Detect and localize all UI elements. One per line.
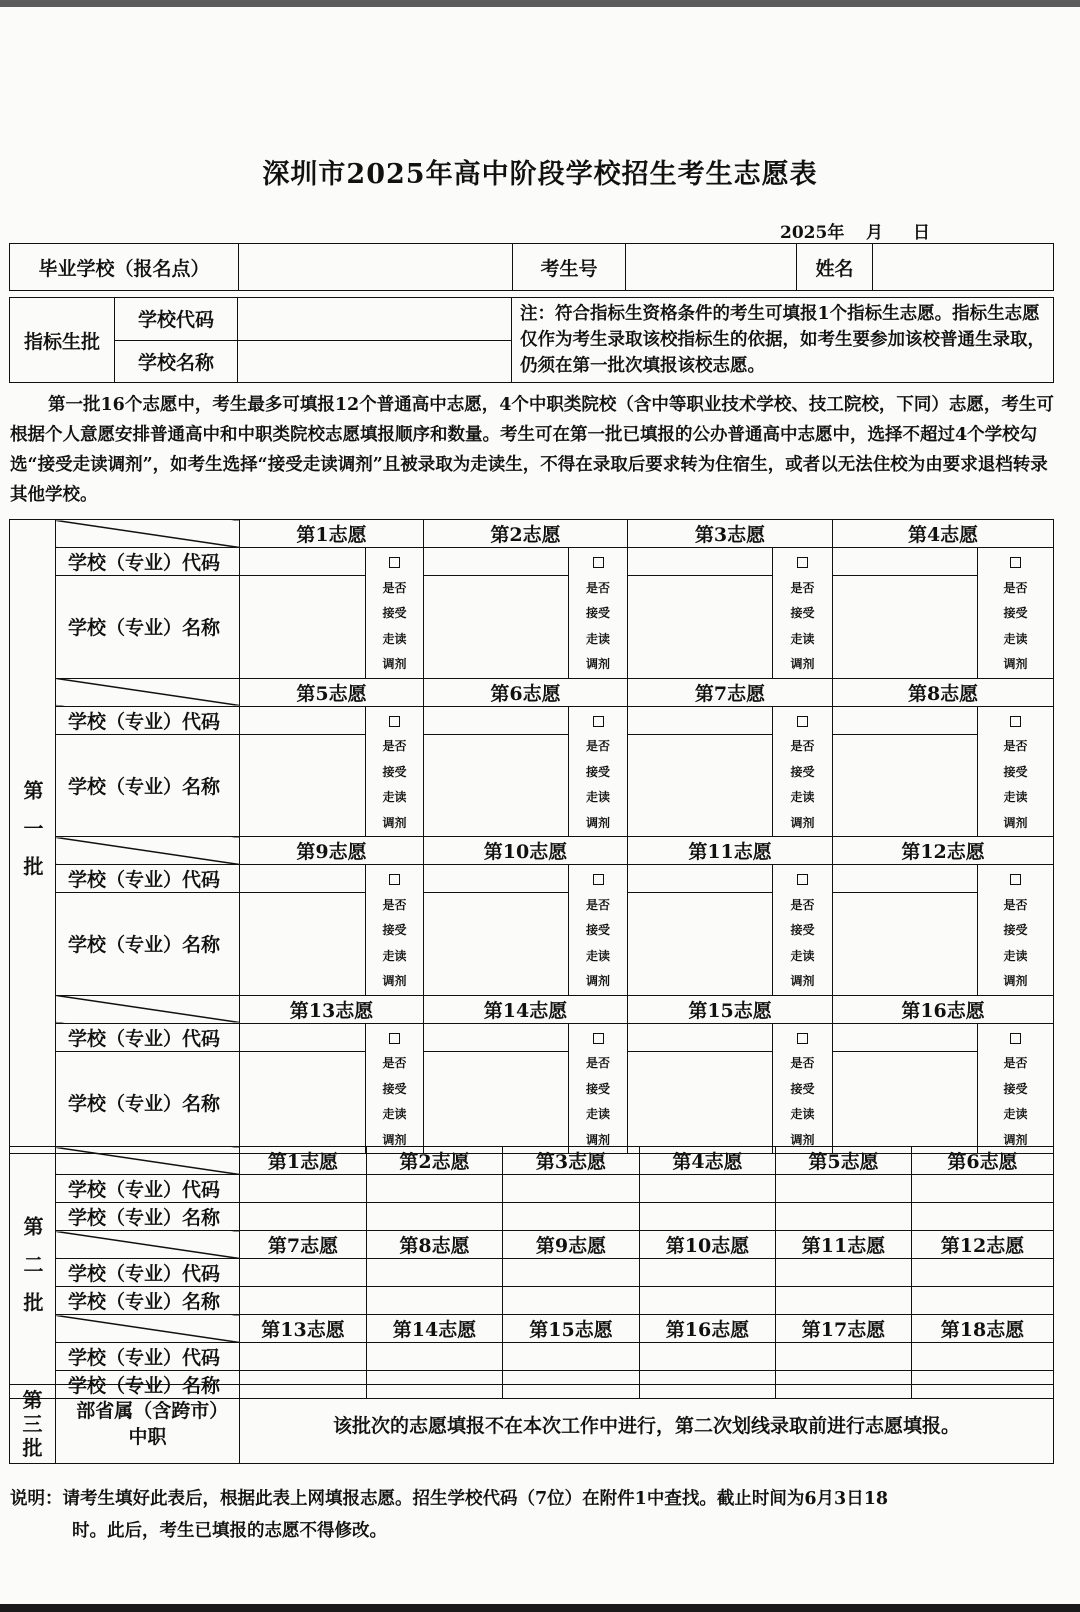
batch1-code-field[interactable] bbox=[833, 548, 978, 576]
accept-commute-text: 调剂 bbox=[586, 1132, 611, 1147]
diagonal-header-cell bbox=[56, 1147, 240, 1175]
accept-commute-text: 接受 bbox=[1003, 764, 1028, 779]
batch1-code-field[interactable] bbox=[240, 548, 366, 576]
batch2-name-row bbox=[10, 1203, 1054, 1231]
batch2-name-field[interactable] bbox=[912, 1203, 1054, 1231]
batch2-name-row bbox=[10, 1287, 1054, 1315]
batch1-name-field[interactable] bbox=[833, 1051, 978, 1153]
batch1-code-field[interactable] bbox=[628, 1023, 773, 1051]
graduate-school-label: 毕业学校（报名点） bbox=[10, 244, 239, 291]
batch1-name-row bbox=[10, 893, 1054, 995]
accept-commute-text: 是否 bbox=[382, 580, 407, 595]
batch1-choice-title: 第5志愿 bbox=[240, 678, 424, 706]
batch1-name-field[interactable] bbox=[240, 734, 366, 836]
accept-commute-text: 走读 bbox=[1003, 631, 1028, 646]
accept-commute-text: 走读 bbox=[382, 790, 407, 804]
accept-commute-cell bbox=[569, 865, 628, 996]
exam-number-field[interactable] bbox=[626, 244, 797, 291]
batch1-code-row bbox=[10, 865, 1054, 893]
accept-commute-text: 走读 bbox=[790, 790, 815, 804]
accept-commute-text: 是否 bbox=[1003, 1056, 1028, 1070]
batch1-code-label: 学校（专业）代码 bbox=[56, 865, 240, 893]
accept-commute-text: 调剂 bbox=[586, 974, 611, 988]
batch1-code-field[interactable] bbox=[628, 706, 773, 734]
batch2-name-label: 学校（专业）名称 bbox=[56, 1371, 240, 1399]
batch1-name-field[interactable] bbox=[628, 734, 773, 836]
accept-commute-text: 是否 bbox=[1003, 897, 1028, 912]
accept-commute-text: 调剂 bbox=[1003, 815, 1028, 830]
accept-commute-text: 接受 bbox=[382, 923, 407, 937]
accept-commute-checkbox[interactable] bbox=[389, 557, 400, 568]
batch2-code-field[interactable] bbox=[640, 1259, 776, 1287]
batch2-code-field[interactable] bbox=[503, 1343, 640, 1371]
accept-commute-text: 是否 bbox=[1003, 739, 1028, 753]
batch2-table bbox=[9, 1146, 1054, 1399]
accept-commute-text: 是否 bbox=[586, 739, 611, 753]
accept-commute-text: 调剂 bbox=[1003, 657, 1028, 671]
date-year: 2025年 bbox=[780, 223, 845, 243]
batch2-code-field[interactable] bbox=[367, 1175, 503, 1203]
batch2-code-field[interactable] bbox=[240, 1259, 367, 1287]
accept-commute-text: 接受 bbox=[382, 606, 407, 620]
batch1-code-field[interactable] bbox=[424, 865, 569, 893]
accept-commute-text: 是否 bbox=[586, 1056, 611, 1070]
batch2-code-label: 学校（专业）代码 bbox=[56, 1343, 240, 1371]
accept-commute-cell bbox=[366, 548, 424, 679]
batch1-table bbox=[9, 519, 1054, 1154]
indicator-code-field[interactable] bbox=[238, 298, 512, 341]
batch1-choice-title: 第11志愿 bbox=[628, 837, 833, 865]
batch2-choice-header-row bbox=[10, 1315, 1054, 1343]
accept-commute-checkbox[interactable] bbox=[389, 1033, 400, 1044]
accept-commute-text: 是否 bbox=[790, 1056, 815, 1070]
accept-commute-checkbox[interactable] bbox=[797, 1033, 808, 1044]
indicator-name-field[interactable] bbox=[238, 340, 512, 383]
batch1-choice-title: 第12志愿 bbox=[833, 837, 1054, 865]
batch1-choice-title: 第3志愿 bbox=[628, 520, 833, 548]
batch2-choice-title: 第9志愿 bbox=[503, 1231, 640, 1259]
diagonal-header-cell bbox=[56, 520, 240, 548]
accept-commute-text: 是否 bbox=[790, 580, 815, 595]
batch2-name-field[interactable] bbox=[912, 1287, 1054, 1315]
batch1-name-label: 学校（专业）名称 bbox=[56, 893, 240, 995]
batch1-name-row bbox=[10, 576, 1054, 678]
batch1-name-field[interactable] bbox=[424, 734, 569, 836]
accept-commute-text: 是否 bbox=[790, 897, 815, 912]
batch1-name-label: 学校（专业）名称 bbox=[56, 734, 240, 836]
batch2-choice-header-row bbox=[10, 1231, 1054, 1259]
accept-commute-checkbox[interactable] bbox=[1010, 1033, 1021, 1044]
batch2-choice-title: 第8志愿 bbox=[367, 1231, 503, 1259]
batch2-code-field[interactable] bbox=[640, 1175, 776, 1203]
date-day: 日 bbox=[913, 223, 930, 243]
accept-commute-text: 接受 bbox=[1003, 1081, 1028, 1096]
batch1-choice-title: 第13志愿 bbox=[240, 995, 424, 1023]
batch1-choice-title: 第2志愿 bbox=[424, 520, 628, 548]
indicator-name-label: 学校名称 bbox=[115, 340, 238, 383]
accept-commute-text: 是否 bbox=[382, 1056, 407, 1070]
batch1-choice-title: 第4志愿 bbox=[833, 520, 1054, 548]
accept-commute-text: 接受 bbox=[790, 764, 815, 779]
instructions-paragraph: 第一批16个志愿中，考生最多可填报12个普通高中志愿，4个中职类院校（含中等职业技术学校、技工院校，下同）志愿，考生可根据个人意愿安排普通高中和中职类院校志愿填报顺序和数量。考生可在第一批已填报的公办普通高中志愿中，选择不超过4个学校勾选“接受走读调剂”，如考生选择“接受走读调剂”且被录取为走读生，不得在录取后要求转为住宿生，或者以无法住校为由要求退档转录其他学校。 bbox=[10, 395, 1054, 505]
accept-commute-text: 走读 bbox=[586, 948, 611, 963]
batch2-code-label: 学校（专业）代码 bbox=[56, 1259, 240, 1287]
accept-commute-checkbox[interactable] bbox=[389, 874, 400, 885]
accept-commute-checkbox[interactable] bbox=[1010, 557, 1021, 568]
batch2-name-field[interactable] bbox=[640, 1287, 776, 1315]
batch2-choice-title: 第17志愿 bbox=[776, 1315, 912, 1343]
batch1-name-field[interactable] bbox=[424, 893, 569, 995]
batch3-category-text: 部省属（含跨市）中职 bbox=[76, 1400, 219, 1448]
footer-line2: 时。此后，考生已填报的志愿不得修改。 bbox=[72, 1521, 387, 1541]
batch2-choice-title: 第6志愿 bbox=[912, 1147, 1054, 1175]
accept-commute-text: 接受 bbox=[382, 1081, 407, 1096]
batch2-code-field[interactable] bbox=[367, 1343, 503, 1371]
batch3-label bbox=[10, 1385, 56, 1464]
batch2-choice-title: 第15志愿 bbox=[503, 1315, 640, 1343]
accept-commute-text: 调剂 bbox=[382, 815, 407, 830]
date-month: 月 bbox=[866, 223, 883, 243]
batch2-code-field[interactable] bbox=[776, 1259, 912, 1287]
accept-commute-text: 走读 bbox=[586, 631, 611, 646]
accept-commute-text: 接受 bbox=[586, 606, 611, 620]
batch1-choice-title: 第14志愿 bbox=[424, 995, 628, 1023]
accept-commute-text: 接受 bbox=[1003, 923, 1028, 937]
batch1-choice-header-row bbox=[10, 995, 1054, 1023]
batch1-choice-title: 第9志愿 bbox=[240, 837, 424, 865]
batch1-code-row bbox=[10, 706, 1054, 734]
accept-commute-text: 调剂 bbox=[790, 657, 815, 671]
accept-commute-text: 走读 bbox=[586, 790, 611, 804]
bottom-edge bbox=[0, 1604, 1080, 1612]
accept-commute-text: 接受 bbox=[790, 1081, 815, 1096]
indicator-note: 注：符合指标生资格条件的考生可填报1个指标生志愿。指标生志愿仅作为考生录取该校指标生的依据，如考生要参加该校普通生录取，仍须在第一批次填报该校志愿。 bbox=[512, 298, 1054, 383]
batch1-code-row bbox=[10, 548, 1054, 576]
indicator-code-label: 学校代码 bbox=[115, 298, 238, 341]
accept-commute-text: 走读 bbox=[790, 1107, 815, 1121]
batch1-code-label: 学校（专业）代码 bbox=[56, 706, 240, 734]
batch1-name-field[interactable] bbox=[424, 576, 569, 678]
accept-commute-cell bbox=[773, 1023, 833, 1154]
accept-commute-text: 走读 bbox=[382, 948, 407, 963]
accept-commute-checkbox[interactable] bbox=[797, 716, 808, 727]
batch2-code-row bbox=[10, 1343, 1054, 1371]
batch2-choice-title: 第1志愿 bbox=[240, 1147, 367, 1175]
batch1-choice-title: 第15志愿 bbox=[628, 995, 833, 1023]
batch1-code-label: 学校（专业）代码 bbox=[56, 1023, 240, 1051]
accept-commute-text: 调剂 bbox=[382, 974, 407, 988]
batch2-choice-title: 第14志愿 bbox=[367, 1315, 503, 1343]
batch2-choice-title: 第5志愿 bbox=[776, 1147, 912, 1175]
batch2-code-field[interactable] bbox=[503, 1175, 640, 1203]
batch1-choice-title: 第7志愿 bbox=[628, 678, 833, 706]
batch1-name-field[interactable] bbox=[424, 1051, 569, 1153]
accept-commute-text: 是否 bbox=[586, 897, 611, 912]
accept-commute-text: 是否 bbox=[382, 897, 407, 912]
batch2-choice-title: 第7志愿 bbox=[240, 1231, 367, 1259]
diagonal-header-cell bbox=[56, 995, 240, 1023]
accept-commute-checkbox[interactable] bbox=[593, 874, 604, 885]
batch2-code-field[interactable] bbox=[503, 1259, 640, 1287]
batch1-choice-title: 第6志愿 bbox=[424, 678, 628, 706]
batch1-code-label: 学校（专业）代码 bbox=[56, 548, 240, 576]
accept-commute-cell bbox=[366, 706, 424, 837]
accept-commute-cell bbox=[366, 865, 424, 996]
batch2-code-label: 学校（专业）代码 bbox=[56, 1175, 240, 1203]
batch1-name-label: 学校（专业）名称 bbox=[56, 576, 240, 678]
batch1-code-field[interactable] bbox=[833, 865, 978, 893]
accept-commute-text: 调剂 bbox=[586, 657, 611, 671]
batch1-code-field[interactable] bbox=[833, 1023, 978, 1051]
batch1-code-field[interactable] bbox=[240, 1023, 366, 1051]
student-name-label: 姓名 bbox=[797, 244, 873, 291]
batch2-choice-title: 第2志愿 bbox=[367, 1147, 503, 1175]
batch2-name-field[interactable] bbox=[367, 1203, 503, 1231]
batch2-code-field[interactable] bbox=[912, 1259, 1054, 1287]
accept-commute-text: 调剂 bbox=[586, 815, 611, 830]
batch1-choice-title: 第8志愿 bbox=[833, 678, 1054, 706]
accept-commute-cell bbox=[569, 706, 628, 837]
batch3-table bbox=[9, 1384, 1054, 1464]
accept-commute-checkbox[interactable] bbox=[593, 716, 604, 727]
batch1-choice-header-row bbox=[10, 837, 1054, 865]
accept-commute-text: 接受 bbox=[790, 606, 815, 620]
top-edge bbox=[0, 0, 1080, 7]
accept-commute-cell bbox=[569, 1023, 628, 1154]
batch2-code-field[interactable] bbox=[776, 1175, 912, 1203]
batch2-name-field[interactable] bbox=[503, 1203, 640, 1231]
accept-commute-text: 是否 bbox=[586, 580, 611, 595]
batch1-code-field[interactable] bbox=[240, 865, 366, 893]
batch1-code-field[interactable] bbox=[628, 548, 773, 576]
accept-commute-checkbox[interactable] bbox=[1010, 716, 1021, 727]
accept-commute-cell bbox=[978, 865, 1054, 996]
accept-commute-text: 走读 bbox=[586, 1107, 611, 1121]
batch1-code-field[interactable] bbox=[833, 706, 978, 734]
batch3-category bbox=[56, 1385, 240, 1464]
accept-commute-checkbox[interactable] bbox=[797, 874, 808, 885]
batch2-choice-title: 第18志愿 bbox=[912, 1315, 1054, 1343]
exam-number-label: 考生号 bbox=[513, 244, 626, 291]
accept-commute-text: 调剂 bbox=[790, 974, 815, 988]
batch1-code-field[interactable] bbox=[424, 548, 569, 576]
batch2-name-label: 学校（专业）名称 bbox=[56, 1287, 240, 1315]
batch2-name-field[interactable] bbox=[240, 1203, 367, 1231]
graduate-school-field[interactable] bbox=[239, 244, 513, 291]
accept-commute-text: 接受 bbox=[382, 764, 407, 779]
batch2-name-field[interactable] bbox=[776, 1287, 912, 1315]
indicator-batch-table bbox=[9, 297, 1054, 383]
batch1-name-field[interactable] bbox=[833, 893, 978, 995]
batch2-choice-title: 第10志愿 bbox=[640, 1231, 776, 1259]
accept-commute-text: 接受 bbox=[586, 923, 611, 937]
batch2-choice-title: 第16志愿 bbox=[640, 1315, 776, 1343]
accept-commute-cell bbox=[773, 706, 833, 837]
batch1-choice-title: 第16志愿 bbox=[833, 995, 1054, 1023]
accept-commute-text: 走读 bbox=[790, 948, 815, 963]
student-info-table bbox=[9, 243, 1054, 291]
accept-commute-text: 调剂 bbox=[382, 1132, 407, 1147]
batch1-name-field[interactable] bbox=[628, 576, 773, 678]
accept-commute-text: 接受 bbox=[586, 1081, 611, 1096]
batch2-label: 第二批 bbox=[10, 1147, 56, 1399]
batch2-code-field[interactable] bbox=[240, 1343, 367, 1371]
accept-commute-cell bbox=[773, 865, 833, 996]
batch2-name-field[interactable] bbox=[367, 1287, 503, 1315]
page-title: 深圳市2025年高中阶段学校招生考生志愿表 bbox=[262, 159, 818, 190]
accept-commute-checkbox[interactable] bbox=[593, 1033, 604, 1044]
batch2-choice-header-row bbox=[10, 1147, 1054, 1175]
accept-commute-text: 走读 bbox=[382, 1107, 407, 1121]
batch1-name-field[interactable] bbox=[628, 893, 773, 995]
footer-line1: 请考生填好此表后，根据此表上网填报志愿。招生学校代码（7位）在附件1中查找。截止时间为6月3日18 bbox=[62, 1489, 889, 1509]
batch2-code-field[interactable] bbox=[912, 1175, 1054, 1203]
batch1-choice-title: 第10志愿 bbox=[424, 837, 628, 865]
accept-commute-text: 是否 bbox=[790, 739, 815, 753]
student-name-field[interactable] bbox=[873, 244, 1054, 291]
accept-commute-checkbox[interactable] bbox=[389, 716, 400, 727]
batch1-name-field[interactable] bbox=[240, 893, 366, 995]
footer-note bbox=[10, 1483, 1060, 1547]
accept-commute-text: 调剂 bbox=[1003, 974, 1028, 988]
batch1-choice-header-row bbox=[10, 678, 1054, 706]
batch2-choice-title: 第11志愿 bbox=[776, 1231, 912, 1259]
batch2-choice-title: 第13志愿 bbox=[240, 1315, 367, 1343]
batch1-label: 第一批 bbox=[10, 520, 56, 1154]
batch2-code-row bbox=[10, 1259, 1054, 1287]
accept-commute-checkbox[interactable] bbox=[797, 557, 808, 568]
accept-commute-text: 调剂 bbox=[1003, 1132, 1028, 1147]
batch1-name-field[interactable] bbox=[833, 734, 978, 836]
batch2-choice-title: 第4志愿 bbox=[640, 1147, 776, 1175]
batch1-choice-header-row bbox=[10, 520, 1054, 548]
batch2-code-field[interactable] bbox=[776, 1343, 912, 1371]
accept-commute-cell bbox=[978, 706, 1054, 837]
accept-commute-text: 走读 bbox=[382, 631, 407, 646]
batch2-choice-title: 第3志愿 bbox=[503, 1147, 640, 1175]
batch1-name-field[interactable] bbox=[628, 1051, 773, 1153]
accept-commute-text: 是否 bbox=[1003, 580, 1028, 595]
accept-commute-text: 调剂 bbox=[790, 815, 815, 830]
accept-commute-cell bbox=[978, 1023, 1054, 1154]
accept-commute-text: 接受 bbox=[1003, 606, 1028, 620]
accept-commute-text: 是否 bbox=[382, 739, 407, 753]
accept-commute-checkbox[interactable] bbox=[1010, 874, 1021, 885]
accept-commute-text: 走读 bbox=[1003, 948, 1028, 963]
batch1-code-field[interactable] bbox=[628, 865, 773, 893]
batch1-code-field[interactable] bbox=[424, 706, 569, 734]
accept-commute-text: 调剂 bbox=[790, 1132, 815, 1147]
batch2-code-field[interactable] bbox=[640, 1343, 776, 1371]
footer-label: 说明： bbox=[10, 1489, 63, 1509]
accept-commute-text: 接受 bbox=[790, 923, 815, 937]
batch2-name-field[interactable] bbox=[240, 1287, 367, 1315]
accept-commute-cell bbox=[569, 548, 628, 679]
accept-commute-cell bbox=[978, 548, 1054, 679]
batch1-name-field[interactable] bbox=[240, 576, 366, 678]
batch2-code-field[interactable] bbox=[240, 1175, 367, 1203]
diagonal-header-cell bbox=[56, 837, 240, 865]
batch1-code-row bbox=[10, 1023, 1054, 1051]
accept-commute-text: 走读 bbox=[1003, 1107, 1028, 1121]
accept-commute-text: 走读 bbox=[1003, 790, 1028, 804]
batch2-name-field[interactable] bbox=[640, 1203, 776, 1231]
diagonal-header-cell bbox=[56, 678, 240, 706]
batch2-name-field[interactable] bbox=[503, 1287, 640, 1315]
batch3-label-text: 第三批 bbox=[22, 1388, 43, 1460]
batch2-code-row bbox=[10, 1175, 1054, 1203]
accept-commute-text: 走读 bbox=[790, 631, 815, 646]
batch2-choice-title: 第12志愿 bbox=[912, 1231, 1054, 1259]
accept-commute-text: 接受 bbox=[586, 764, 611, 779]
diagonal-header-cell bbox=[56, 1315, 240, 1343]
batch3-note: 该批次的志愿填报不在本次工作中进行，第二次划线录取前进行志愿填报。 bbox=[240, 1385, 1054, 1464]
accept-commute-cell bbox=[773, 548, 833, 679]
accept-commute-cell bbox=[366, 1023, 424, 1154]
batch1-code-field[interactable] bbox=[424, 1023, 569, 1051]
indicator-batch-label: 指标生批 bbox=[10, 298, 115, 383]
batch1-name-field[interactable] bbox=[240, 1051, 366, 1153]
batch2-code-field[interactable] bbox=[912, 1343, 1054, 1371]
batch1-code-field[interactable] bbox=[240, 706, 366, 734]
accept-commute-text: 调剂 bbox=[382, 657, 407, 671]
batch2-name-field[interactable] bbox=[776, 1203, 912, 1231]
batch1-choice-title: 第1志愿 bbox=[240, 520, 424, 548]
batch1-name-label: 学校（专业）名称 bbox=[56, 1051, 240, 1153]
accept-commute-checkbox[interactable] bbox=[593, 557, 604, 568]
batch1-name-field[interactable] bbox=[833, 576, 978, 678]
batch1-name-row bbox=[10, 734, 1054, 836]
batch2-name-label: 学校（专业）名称 bbox=[56, 1203, 240, 1231]
batch2-code-field[interactable] bbox=[367, 1259, 503, 1287]
batch1-name-row bbox=[10, 1051, 1054, 1153]
diagonal-header-cell bbox=[56, 1231, 240, 1259]
